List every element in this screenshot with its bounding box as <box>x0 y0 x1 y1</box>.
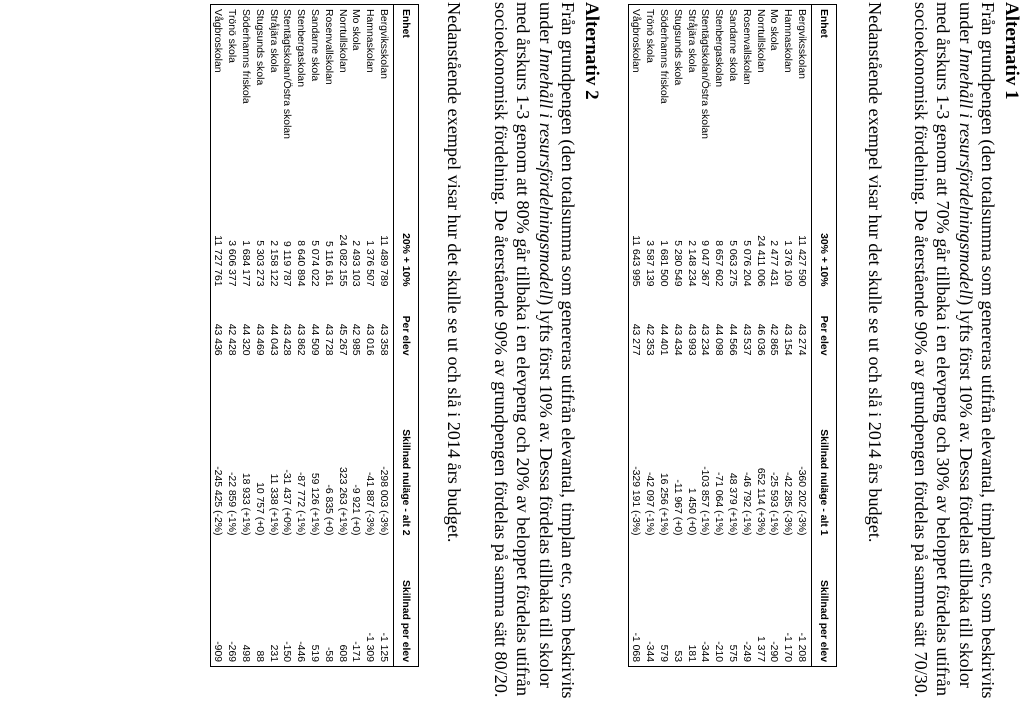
value-cell: 43 234 <box>699 323 711 356</box>
value-cell: -41 887 (-3%) <box>364 471 376 536</box>
value-cell: 18 933 (+1%) <box>240 472 252 536</box>
table-row <box>780 5 794 667</box>
value-cell: 43 154 <box>782 323 794 356</box>
value-cell: -11 967 (+0) <box>671 479 683 536</box>
value-cell: -344 <box>699 641 711 662</box>
school-name-cell: Norrtullskolan <box>754 9 766 73</box>
table-row <box>349 5 363 667</box>
school-name-cell: Stentägtskolan/Östra skolan <box>281 9 293 139</box>
table-row <box>362 5 376 667</box>
value-cell: -360 202 (-3%) <box>796 466 807 536</box>
column-header: Per elev <box>394 291 419 360</box>
value-cell: 575 <box>727 644 739 662</box>
school-name-cell: Vågbroskolan <box>630 9 642 73</box>
table-row <box>210 5 224 667</box>
column-header: Per elev <box>812 291 837 360</box>
value-cell: 498 <box>240 644 252 662</box>
value-cell: -171 <box>350 641 362 662</box>
value-cell: 42 353 <box>644 323 656 356</box>
school-name-cell: Rosenvallskolan <box>322 9 334 85</box>
value-cell: 45 267 <box>336 323 348 356</box>
value-cell: 11 427 590 <box>796 235 807 287</box>
value-cell: -42 285 (-3%) <box>782 471 794 536</box>
school-name-cell: Trönö skola <box>644 9 656 63</box>
table-row <box>767 5 781 667</box>
column-header: Enhet <box>812 5 837 188</box>
alt1-example-text: Nedanstående exempel visar hur det skulle se ut och slå i 2014 års budget. <box>865 2 885 543</box>
value-cell: -446 <box>295 641 307 662</box>
value-cell: 42 985 <box>350 323 362 356</box>
school-name-cell: Stentägtskolan/Östra skolan <box>699 9 711 139</box>
value-cell: 42 865 <box>768 323 780 356</box>
table-row <box>698 5 712 667</box>
value-cell: -25 593 (-1%) <box>768 471 780 536</box>
value-cell: 44 043 <box>267 323 279 356</box>
value-cell: -58 <box>322 646 334 662</box>
value-cell: 43 277 <box>630 323 642 356</box>
value-cell: 323 263 (+1%) <box>336 467 348 536</box>
column-header: 30% + 10% <box>812 188 837 291</box>
value-cell: 11 338 (+1%) <box>267 473 279 536</box>
value-cell: -298 003 (-3%) <box>378 466 389 536</box>
value-cell: 43 537 <box>740 323 752 356</box>
value-cell: -1 170 <box>782 632 794 662</box>
value-cell: 24 411 006 <box>754 235 766 287</box>
value-cell: 9 119 787 <box>281 241 293 287</box>
alt2-example-text: Nedanstående exempel visar hur det skulle se ut och slå i 2014 års budget. <box>444 2 464 543</box>
value-cell: -269 <box>226 641 238 662</box>
value-cell: 43 434 <box>671 323 683 356</box>
school-name-cell: Rosenvallskolan <box>740 9 752 85</box>
value-cell: -909 <box>212 641 224 662</box>
school-name-cell: Stråjära skola <box>685 9 697 73</box>
school-name-cell: Mo skola <box>350 9 362 51</box>
table-row <box>293 5 307 667</box>
value-cell: -1 309 <box>364 632 376 662</box>
value-cell: 5 063 275 <box>727 240 739 287</box>
table-row <box>628 5 642 667</box>
value-cell: 53 <box>671 650 683 662</box>
school-name-cell: Stråjära skola <box>267 9 279 73</box>
value-cell: 5 280 549 <box>671 240 683 287</box>
alt1-table <box>628 4 837 667</box>
value-cell: 44 566 <box>727 323 739 356</box>
value-cell: 16 256 (+1%) <box>658 472 670 536</box>
alt2-paragraph: Från grundpengen (den totalsumma som genereras utifrån elevantal, timplan etc, som beskrivits under Innehåll i resursfördelningsmodell) lyfts först 10% av. Dessa fördelas tillbaka till skolor med årskurs 1-3 genom att 80% går tillbaka i en elevpeng och 20% av beloppet fördelas utifrån socioekonomisk fördelning. De återstående 90% av grundpengen fördelas på samma sätt 80/20. <box>491 2 578 699</box>
school-name-cell: Hamnaskolan <box>782 9 794 73</box>
value-cell: 1 376 109 <box>782 240 794 287</box>
school-name-cell: Bergviksskolan <box>378 9 389 79</box>
table-header-row <box>394 5 419 667</box>
value-cell: 2 477 431 <box>768 240 780 287</box>
value-cell: -46 792 (-1%) <box>740 471 752 536</box>
value-cell: 11 727 761 <box>212 235 224 287</box>
school-name-cell: Norrtullskolan <box>336 9 348 73</box>
value-cell: 1 377 <box>754 635 766 662</box>
value-cell: 1 684 177 <box>240 240 252 287</box>
table-row <box>321 5 335 667</box>
value-cell: 43 469 <box>253 323 265 356</box>
value-cell: 44 509 <box>309 323 321 356</box>
table-row <box>224 5 238 667</box>
table-row <box>335 5 349 667</box>
value-cell: 11 643 995 <box>630 235 642 287</box>
table-row <box>670 5 684 667</box>
value-cell: 3 606 377 <box>226 240 238 287</box>
value-cell: 59 126 (+1%) <box>309 472 321 536</box>
value-cell: -31 437 (+0%) <box>281 469 293 536</box>
table-row <box>252 5 266 667</box>
value-cell: 10 757 (+0) <box>253 482 265 536</box>
value-cell: 3 587 139 <box>644 240 656 287</box>
table-row <box>238 5 252 667</box>
school-name-cell: Vågbroskolan <box>212 9 224 73</box>
value-cell: 88 <box>253 650 265 662</box>
value-cell: 5 116 161 <box>322 241 334 287</box>
table-row <box>725 5 739 667</box>
value-cell: 43 016 <box>364 323 376 356</box>
table-row <box>307 5 321 667</box>
school-name-cell: Söderhamns friskola <box>240 9 252 104</box>
school-name-cell: Sandarne skola <box>309 9 321 82</box>
value-cell: 231 <box>267 644 279 662</box>
value-cell: -22 859 (-1%) <box>226 471 238 536</box>
value-cell: 1 376 507 <box>364 240 376 287</box>
value-cell: 43 862 <box>295 323 307 356</box>
value-cell: 48 379 (+1%) <box>727 472 739 536</box>
value-cell: 2 493 103 <box>350 240 362 287</box>
value-cell: -42 097 (-1%) <box>644 471 656 536</box>
value-cell: -1 208 <box>796 632 807 662</box>
value-cell: 652 114 (+3%) <box>754 467 766 536</box>
school-name-cell: Hamnaskolan <box>364 9 376 73</box>
value-cell: 8 640 894 <box>295 240 307 287</box>
value-cell: 24 082 155 <box>336 234 348 287</box>
table-row <box>376 5 393 667</box>
school-name-cell: Trönö skola <box>226 9 238 63</box>
value-cell: 2 148 234 <box>685 240 697 287</box>
value-cell: 43 428 <box>281 323 293 356</box>
value-cell: 42 428 <box>226 323 238 356</box>
school-name-cell: Söderhamns friskola <box>658 9 670 104</box>
value-cell: 9 047 367 <box>699 240 711 287</box>
value-cell: -344 <box>644 641 656 662</box>
value-cell: 8 657 602 <box>713 240 725 287</box>
school-name-cell: Stugsunds skola <box>253 9 265 86</box>
school-name-cell: Mo skola <box>768 9 780 51</box>
school-name-cell: Stenbergaskolan <box>295 9 307 87</box>
alt2-heading: Alternativ 2 <box>581 2 602 100</box>
alt1-paragraph: Från grundpengen (den totalsumma som genereras utifrån elevantal, timplan etc, som beskrivits under Innehåll i resursfördelningsmodell) lyfts först 10% av. Dessa fördelas tillbaka till skolor med årskurs 1-3 genom att 70% går tillbaka i en elevpeng och 30% av beloppet fördelas utifrån socioekonomisk fördelning. De återstående 90% av grundpengen fördelas på samma sätt 70/30. <box>911 2 998 699</box>
value-cell: -71 064 (-1%) <box>713 471 725 536</box>
column-header: Skillnad nuläge - alt 2 <box>394 360 419 540</box>
table-row <box>684 5 698 667</box>
value-cell: 46 036 <box>754 323 766 356</box>
value-cell: -6 835 (+0) <box>322 484 334 536</box>
column-header: Enhet <box>394 5 419 188</box>
value-cell: -1 068 <box>630 632 642 662</box>
table-row <box>280 5 294 667</box>
value-cell: -290 <box>768 641 780 662</box>
value-cell: -1 125 <box>378 632 389 662</box>
table-row <box>753 5 767 667</box>
value-cell: 1 450 (+0) <box>685 487 697 536</box>
value-cell: -245 425 (-2%) <box>212 466 224 536</box>
table-row <box>266 5 280 667</box>
column-header: Skillnad per elev <box>812 540 837 667</box>
table-row <box>642 5 656 667</box>
value-cell: 11 489 789 <box>378 235 389 287</box>
school-name-cell: Stugsunds skola <box>671 9 683 86</box>
value-cell: -87 772 (-1%) <box>295 471 307 536</box>
column-header: Skillnad nuläge - alt 1 <box>812 360 837 540</box>
value-cell: 43 728 <box>322 323 334 356</box>
value-cell: -103 857 (-1%) <box>699 466 711 536</box>
value-cell: 43 358 <box>378 323 389 356</box>
school-name-cell: Bergviksskolan <box>796 9 807 79</box>
value-cell: 519 <box>309 644 321 662</box>
table-header-row <box>812 5 837 667</box>
value-cell: 43 993 <box>685 323 697 356</box>
value-cell: 579 <box>658 644 670 662</box>
value-cell: -249 <box>740 641 752 662</box>
school-name-cell: Sandarne skola <box>727 9 739 82</box>
table-row <box>739 5 753 667</box>
value-cell: 43 274 <box>796 323 807 356</box>
school-name-cell: Stenbergaskolan <box>713 9 725 87</box>
value-cell: 44 401 <box>658 323 670 356</box>
value-cell: 5 074 022 <box>309 240 321 287</box>
value-cell: 2 158 122 <box>267 240 279 287</box>
value-cell: 44 320 <box>240 323 252 356</box>
alt1-heading: Alternativ 1 <box>1001 2 1022 100</box>
value-cell: -150 <box>281 641 293 662</box>
value-cell: 1 681 500 <box>658 240 670 287</box>
value-cell: 44 098 <box>713 323 725 356</box>
table-row <box>794 5 811 667</box>
value-cell: -329 191 (-3%) <box>630 466 642 536</box>
table-row <box>711 5 725 667</box>
column-header: 20% + 10% <box>394 188 419 291</box>
column-header: Skillnad per elev <box>394 540 419 667</box>
value-cell: 5 076 204 <box>740 240 752 287</box>
value-cell: -210 <box>713 641 725 662</box>
table-row <box>656 5 670 667</box>
alt2-table <box>210 4 419 667</box>
value-cell: 43 436 <box>212 323 224 356</box>
value-cell: 608 <box>336 644 348 662</box>
value-cell: 5 303 273 <box>253 240 265 287</box>
value-cell: 181 <box>685 644 697 662</box>
value-cell: -9 921 (+0) <box>350 484 362 536</box>
